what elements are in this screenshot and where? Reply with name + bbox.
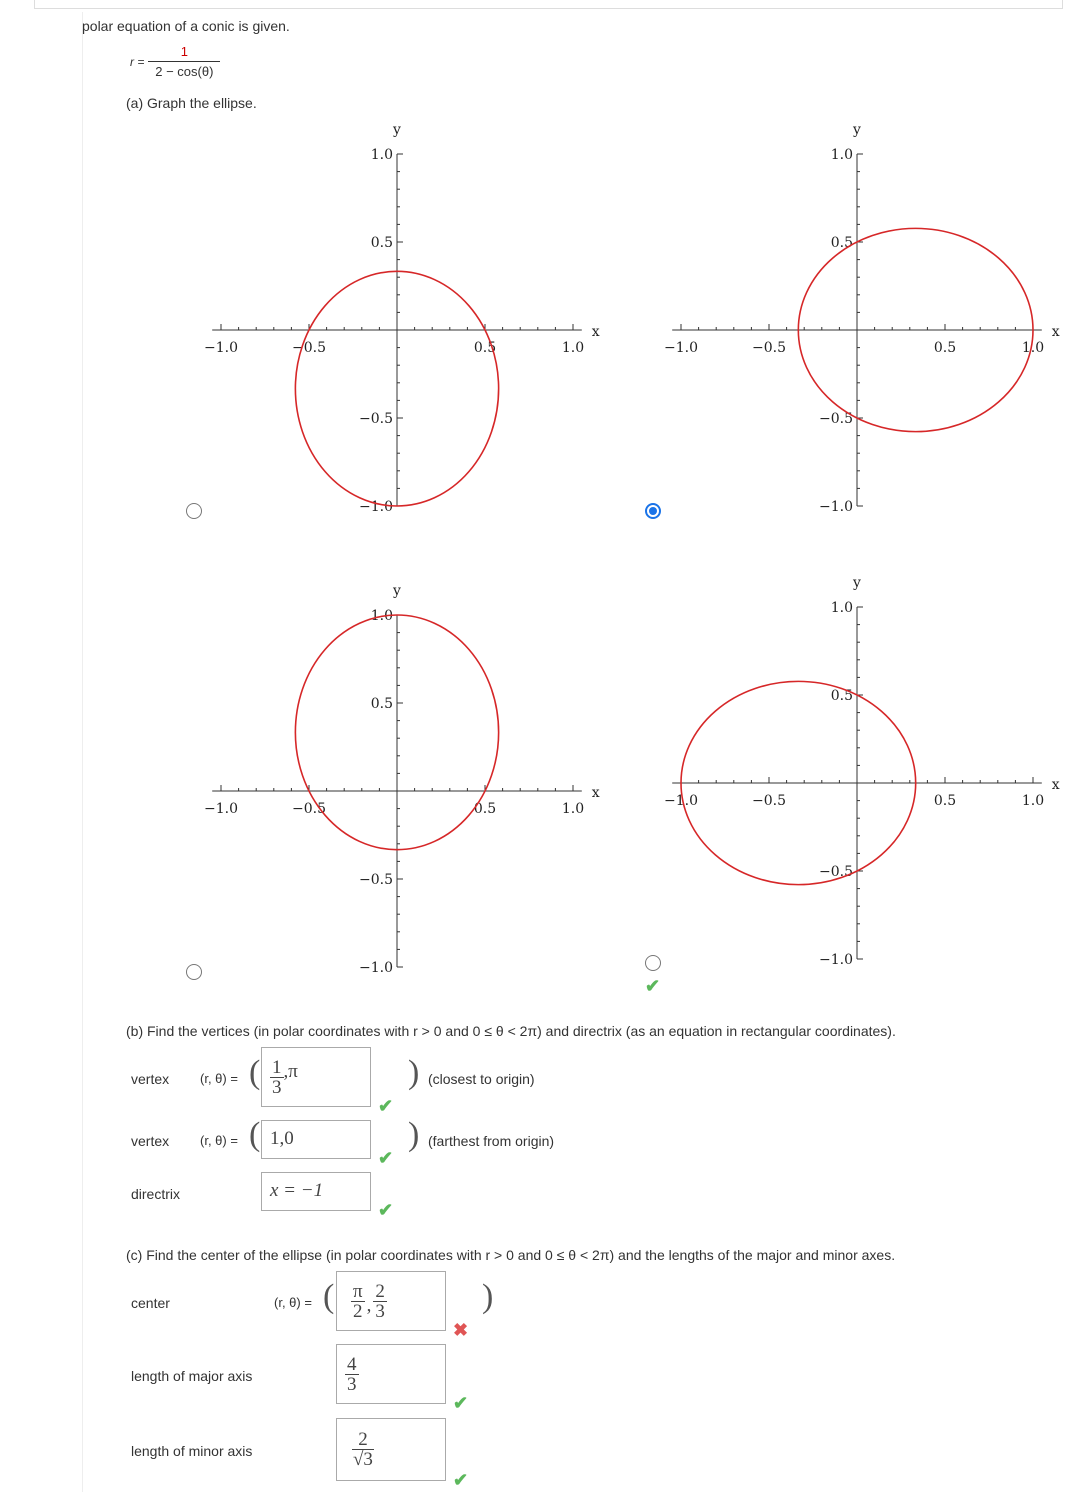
part-c-prompt: (c) Find the center of the ellipse (in polar coordinates with r > 0 and 0 ≤ θ < 2π) and the lengths of the major and minor axes. bbox=[126, 1247, 896, 1263]
vertex2-input[interactable]: 1,0 bbox=[261, 1120, 371, 1159]
y-axis-label: y bbox=[853, 122, 861, 138]
x-tick-label: 1.0 bbox=[561, 801, 585, 817]
y-tick-label: 1.0 bbox=[370, 608, 393, 624]
y-tick-label: −0.5 bbox=[359, 411, 393, 427]
y-tick-label: −0.5 bbox=[359, 872, 393, 888]
major-axis-input[interactable]: $\frac{4}{3}$ bbox=[336, 1344, 446, 1404]
y-tick-label: 0.5 bbox=[830, 235, 853, 251]
minor-axis-input[interactable]: $\frac{2}{√3}$ bbox=[336, 1418, 446, 1481]
vertex2-coord-label: (r, θ) = bbox=[200, 1133, 238, 1148]
x-tick-label: 1.0 bbox=[561, 340, 585, 356]
paren-left: ( bbox=[249, 1054, 261, 1091]
x-tick-label: −1.0 bbox=[204, 801, 238, 817]
directrix-input[interactable]: x = −1 bbox=[261, 1172, 371, 1211]
correct-check-icon: ✔ bbox=[453, 1393, 469, 1413]
paren-left: ( bbox=[249, 1116, 261, 1153]
y-tick-label: −1.0 bbox=[819, 499, 853, 515]
center-input[interactable]: $\frac{\pi}{2}$ , $\frac{2}{3}$ bbox=[336, 1271, 446, 1331]
option-radio-3[interactable] bbox=[186, 964, 202, 980]
x-axis-label: x bbox=[1051, 777, 1060, 793]
x-tick-label: −1.0 bbox=[664, 340, 698, 356]
x-tick-label: 1.0 bbox=[1021, 793, 1045, 809]
y-tick-label: 1.0 bbox=[830, 600, 853, 616]
plot-1 bbox=[204, 122, 600, 515]
x-axis-label: x bbox=[591, 785, 600, 801]
x-axis-label: x bbox=[1051, 324, 1060, 340]
y-tick-label: 1.0 bbox=[370, 147, 393, 163]
plot-2 bbox=[664, 122, 1060, 515]
equation: r = $\frac{1}{2 - \cos(\theta)}$ bbox=[130, 44, 220, 79]
incorrect-x-icon: ✖ bbox=[453, 1320, 469, 1340]
minor-axis-label: length of minor axis bbox=[131, 1443, 253, 1459]
y-tick-label: 1.0 bbox=[830, 147, 853, 163]
y-tick-label: −1.0 bbox=[819, 952, 853, 968]
y-axis-label: y bbox=[393, 583, 401, 599]
paren-right: ) bbox=[482, 1278, 494, 1315]
vertex1-label: vertex bbox=[131, 1071, 170, 1087]
x-tick-label: −1.0 bbox=[664, 793, 698, 809]
x-tick-label: 0.5 bbox=[933, 340, 957, 356]
y-tick-label: −1.0 bbox=[359, 499, 393, 515]
option-radio-4[interactable] bbox=[645, 955, 661, 971]
x-tick-label: 0.5 bbox=[473, 801, 497, 817]
directrix-label: directrix bbox=[131, 1186, 181, 1202]
intro-text: polar equation of a conic is given. bbox=[82, 18, 290, 34]
center-coord-label: (r, θ) = bbox=[274, 1295, 312, 1310]
y-axis-label: y bbox=[853, 575, 861, 591]
x-tick-label: 0.5 bbox=[933, 793, 957, 809]
correct-check-icon: ✔ bbox=[378, 1200, 394, 1220]
vertex1-note: (closest to origin) bbox=[428, 1071, 535, 1087]
option-radio-1[interactable] bbox=[186, 503, 202, 519]
x-tick-label: −0.5 bbox=[752, 793, 786, 809]
option-radio-2[interactable] bbox=[645, 503, 661, 519]
plot-3 bbox=[204, 583, 600, 976]
part-b-prompt: (b) Find the vertices (in polar coordinates with r > 0 and 0 ≤ θ < 2π) and directrix (as an equation in rectangular coordinates). bbox=[126, 1023, 896, 1039]
y-tick-label: −0.5 bbox=[819, 864, 853, 880]
vertex1-coord-label: (r, θ) = bbox=[200, 1071, 238, 1086]
x-tick-label: −1.0 bbox=[204, 340, 238, 356]
x-axis-label: x bbox=[591, 324, 600, 340]
y-tick-label: 0.5 bbox=[370, 696, 393, 712]
correct-check-icon: ✔ bbox=[378, 1148, 394, 1168]
paren-right: ) bbox=[408, 1116, 420, 1153]
major-axis-label: length of major axis bbox=[131, 1368, 253, 1384]
part-a-label: (a) Graph the ellipse. bbox=[126, 95, 257, 111]
y-tick-label: 0.5 bbox=[370, 235, 393, 251]
vertex1-input[interactable]: $\frac{1}{3}$ ,π bbox=[261, 1047, 371, 1107]
x-tick-label: 1.0 bbox=[1021, 340, 1045, 356]
center-label: center bbox=[131, 1295, 170, 1311]
x-tick-label: −0.5 bbox=[292, 340, 326, 356]
x-tick-label: 0.5 bbox=[473, 340, 497, 356]
paren-right: ) bbox=[408, 1054, 420, 1091]
paren-left: ( bbox=[323, 1278, 335, 1315]
x-tick-label: −0.5 bbox=[292, 801, 326, 817]
y-tick-label: −0.5 bbox=[819, 411, 853, 427]
vertex2-note: (farthest from origin) bbox=[428, 1133, 555, 1149]
plot-4 bbox=[664, 575, 1060, 968]
y-tick-label: 0.5 bbox=[830, 688, 853, 704]
correct-check-icon: ✔ bbox=[645, 976, 661, 996]
y-tick-label: −1.0 bbox=[359, 960, 393, 976]
x-tick-label: −0.5 bbox=[752, 340, 786, 356]
vertex2-label: vertex bbox=[131, 1133, 170, 1149]
correct-check-icon: ✔ bbox=[453, 1470, 469, 1490]
correct-check-icon: ✔ bbox=[378, 1096, 394, 1116]
y-axis-label: y bbox=[393, 122, 401, 138]
